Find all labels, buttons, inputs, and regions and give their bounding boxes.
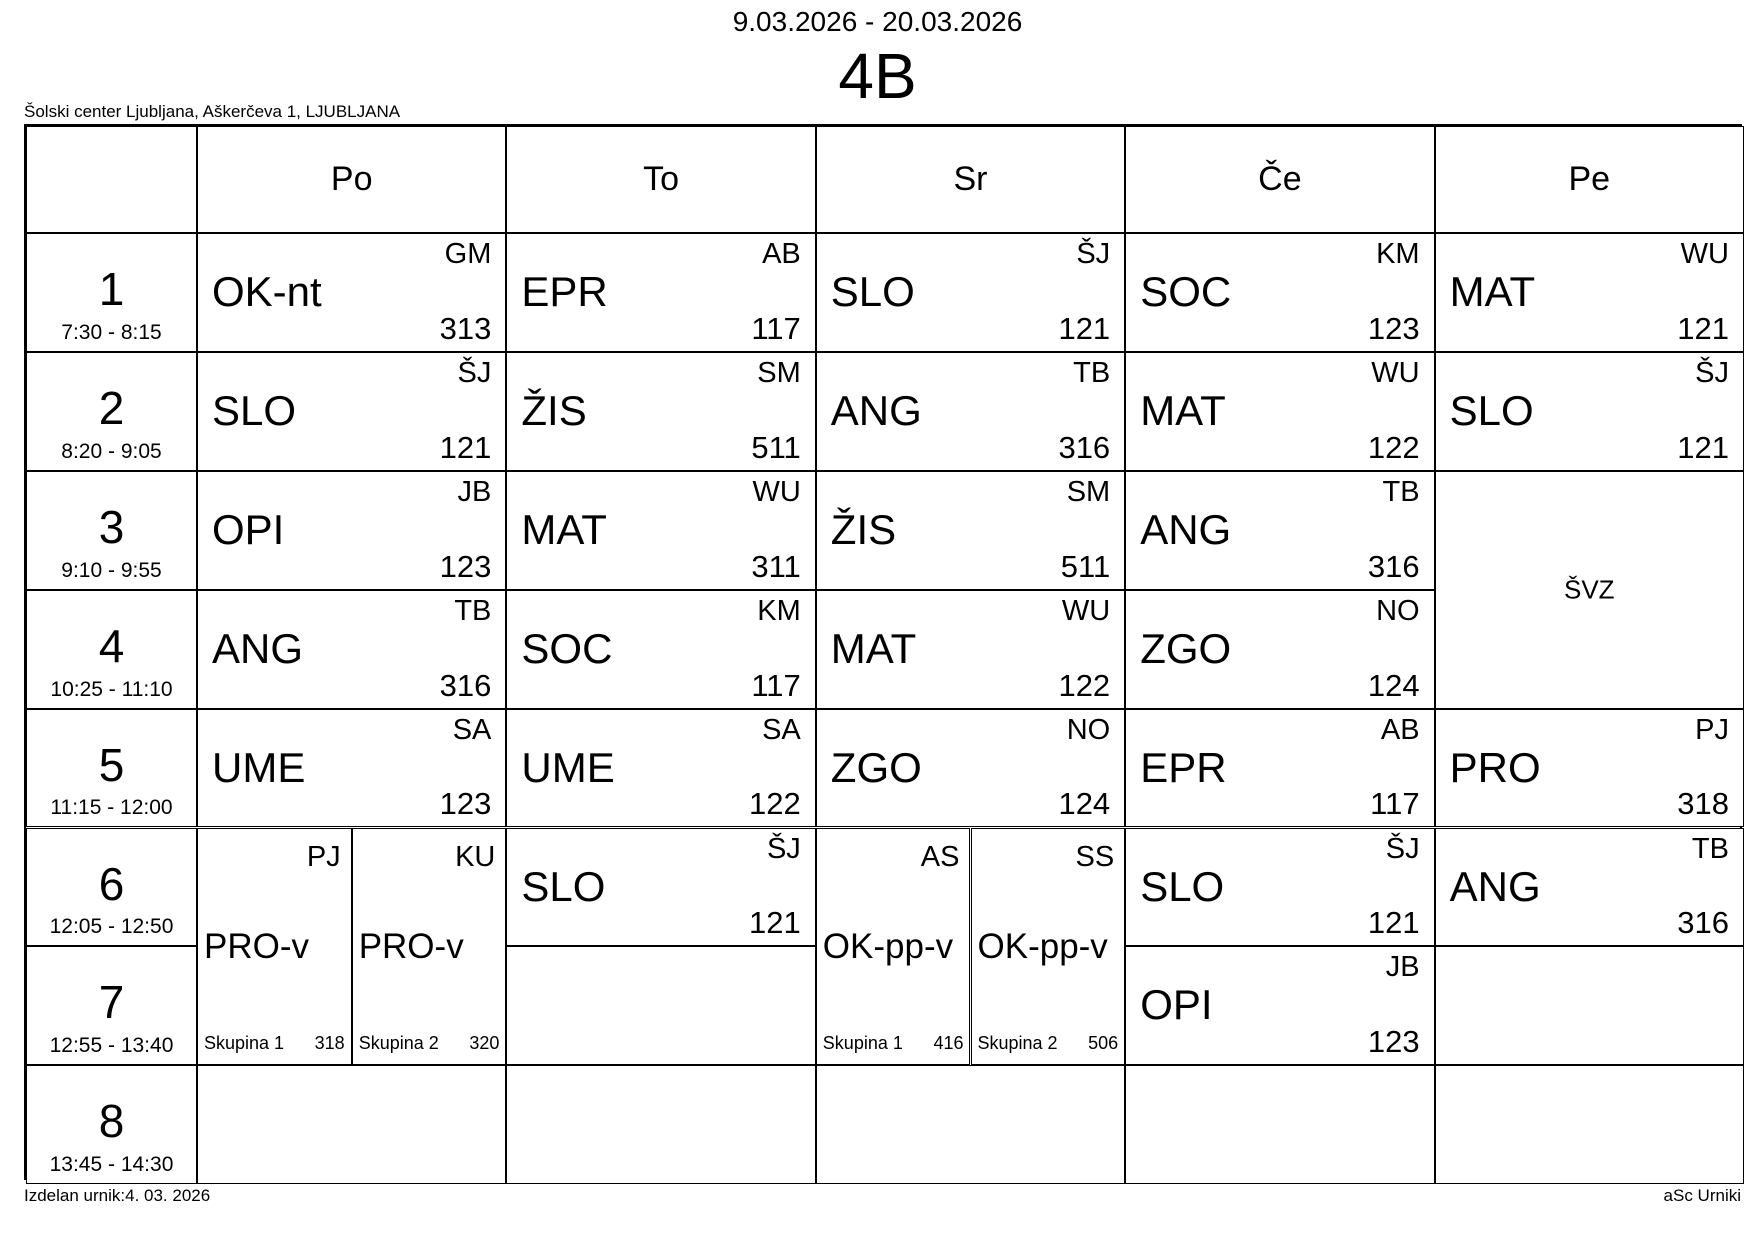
lesson-cell[interactable] [506, 471, 815, 590]
group-lesson-cell[interactable] [352, 828, 507, 1066]
lesson-cell[interactable] [816, 590, 1125, 709]
subject-code: PRO [1449, 743, 1541, 791]
subject-code: SLO [521, 862, 606, 910]
subject-code: SOC [521, 624, 613, 672]
period-number: 1 [98, 263, 125, 315]
period-time: 13:45 - 14:30 [49, 1153, 174, 1177]
empty-slot [1435, 1065, 1744, 1184]
lesson-cell[interactable] [1125, 709, 1434, 828]
room-number: 121 [1367, 905, 1420, 941]
subject-code: OPI [212, 505, 285, 553]
lesson-cell[interactable] [816, 352, 1125, 471]
subject-code: SLO [1140, 862, 1225, 910]
room-number: 123 [1367, 1024, 1420, 1060]
lesson-cell[interactable] [506, 233, 815, 352]
teacher-code: WU [1371, 356, 1420, 389]
teacher-code: ŠJ [766, 832, 801, 865]
subject-code: SLO [1449, 386, 1534, 434]
room-number: 121 [749, 905, 801, 941]
teacher-code: KU [455, 840, 496, 873]
room-number: 123 [1367, 310, 1420, 346]
subject-code: ZGO [830, 743, 922, 791]
group-label: Skupina 1 [204, 1033, 285, 1054]
room-number: 311 [751, 548, 801, 584]
room-number: 121 [439, 429, 492, 465]
subject-code: MAT [830, 624, 917, 672]
room-number: 511 [1060, 548, 1111, 584]
room-number: 318 [1677, 786, 1729, 822]
teacher-code: WU [1061, 594, 1111, 627]
teacher-code: SM [1066, 475, 1111, 508]
teacher-code: ŠJ [457, 356, 492, 389]
lesson-cell[interactable] [816, 471, 1125, 590]
room-number: 318 [314, 1033, 345, 1054]
period-number: 4 [98, 619, 125, 672]
teacher-code: PJ [306, 840, 341, 873]
subject-code: SLO [830, 268, 915, 315]
room-number: 123 [439, 786, 492, 822]
lesson-cell[interactable] [816, 233, 1125, 352]
room-number: 316 [1058, 429, 1111, 465]
teacher-code: SM [757, 356, 801, 389]
group-lesson-cell[interactable] [816, 828, 971, 1066]
teacher-code: ŠJ [1076, 238, 1111, 270]
teacher-code: SS [1075, 840, 1115, 873]
period-number: 3 [98, 500, 125, 553]
room-number: 122 [1058, 667, 1111, 703]
teacher-code: NO [1066, 713, 1111, 746]
lesson-cell[interactable] [1125, 946, 1434, 1065]
empty-slot [197, 1065, 506, 1184]
room-number: 122 [1367, 429, 1420, 465]
teacher-code: TB [1691, 832, 1729, 865]
subject-code: ANG [1449, 862, 1541, 910]
room-number: 416 [933, 1033, 964, 1054]
period-time: 12:55 - 13:40 [49, 1034, 174, 1058]
subject-code: UME [212, 743, 306, 791]
period-time: 9:10 - 9:55 [61, 558, 162, 582]
event-cell[interactable] [1435, 471, 1744, 709]
lesson-cell[interactable] [1435, 233, 1744, 352]
lesson-cell[interactable] [1435, 709, 1744, 828]
room-number: 124 [1058, 786, 1111, 822]
subject-code: OK-pp-v [822, 926, 954, 966]
timetable-grid [24, 124, 1742, 1180]
lesson-cell[interactable] [1125, 352, 1434, 471]
period-number: 7 [98, 976, 125, 1029]
subject-code: OK-pp-v [977, 926, 1108, 966]
group-label: Skupina 1 [822, 1033, 903, 1054]
subject-code: PRO-v [204, 926, 309, 966]
lesson-cell[interactable] [197, 709, 506, 828]
room-number: 117 [751, 310, 801, 346]
subject-code: ZGO [1140, 624, 1232, 672]
teacher-code: WU [752, 475, 801, 508]
lesson-cell[interactable] [197, 352, 506, 471]
room-number: 117 [751, 667, 801, 703]
empty-slot [816, 1065, 1125, 1184]
teacher-code: JB [1385, 951, 1420, 984]
period-time: 12:05 - 12:50 [49, 915, 174, 939]
lesson-cell[interactable] [816, 709, 1125, 828]
room-number: 123 [439, 548, 492, 584]
subject-code: EPR [521, 268, 608, 315]
group-lesson-cell[interactable] [197, 828, 352, 1066]
lesson-cell[interactable] [1125, 471, 1434, 590]
subject-code: MAT [1449, 268, 1536, 315]
period-number: 2 [98, 381, 125, 434]
room-number: 316 [1367, 548, 1420, 584]
subject-code: MAT [521, 505, 607, 553]
lesson-cell[interactable] [1125, 590, 1434, 709]
software-credit: aSc Urniki [1663, 1186, 1741, 1205]
day-header-1: To [506, 126, 815, 233]
teacher-code: TB [1073, 356, 1111, 389]
period-number: 6 [98, 857, 125, 910]
subject-code: ŽIS [521, 386, 587, 434]
subject-code: ANG [1140, 505, 1232, 553]
day-header-0: Po [197, 126, 506, 233]
period-time: 7:30 - 8:15 [61, 320, 162, 344]
period-cell-3 [26, 471, 197, 590]
room-number: 320 [469, 1033, 500, 1054]
date-range: 9.03.2026 - 20.03.2026 [732, 6, 1023, 37]
teacher-code: KM [757, 594, 801, 627]
room-number: 121 [1677, 429, 1729, 465]
teacher-code: ŠJ [1695, 356, 1729, 389]
teacher-code: SA [452, 713, 492, 746]
empty-slot [506, 946, 815, 1065]
teacher-code: KM [1376, 238, 1420, 270]
subject-code: ŽIS [830, 505, 897, 553]
lesson-cell[interactable] [1435, 828, 1744, 947]
period-cell-8 [26, 1065, 197, 1184]
period-cell-6 [26, 828, 197, 947]
teacher-code: TB [1382, 475, 1420, 508]
lesson-cell[interactable] [506, 590, 815, 709]
class-title: 4B [838, 40, 917, 112]
subject-code: SOC [1140, 268, 1232, 315]
period-time: 10:25 - 11:10 [50, 677, 173, 701]
empty-slot [1125, 1065, 1434, 1184]
day-header-3: Če [1125, 126, 1434, 233]
subject-code: EPR [1140, 743, 1227, 791]
group-label: Skupina 2 [358, 1033, 439, 1054]
subject-code: ANG [212, 624, 304, 672]
teacher-code: NO [1376, 594, 1420, 627]
lesson-cell[interactable] [506, 709, 815, 828]
teacher-code: AB [762, 238, 801, 270]
period-time: 11:15 - 12:00 [50, 796, 173, 820]
room-number: 316 [1677, 905, 1729, 941]
subject-code: SLO [212, 386, 297, 434]
period-time: 8:20 - 9:05 [61, 439, 162, 463]
lesson-cell[interactable] [1125, 233, 1434, 352]
subject-code: OK-nt [212, 268, 322, 315]
subject-code: UME [521, 743, 615, 791]
room-number: 506 [1088, 1033, 1119, 1054]
teacher-code: PJ [1695, 713, 1729, 746]
period-cell-2 [26, 352, 197, 471]
period-cell-4 [26, 590, 197, 709]
lesson-cell[interactable] [1435, 352, 1744, 471]
lesson-cell[interactable] [506, 828, 815, 947]
teacher-code: JB [457, 475, 492, 508]
subject-code: ANG [830, 386, 922, 434]
room-number: 121 [1677, 310, 1729, 346]
empty-slot [1435, 946, 1744, 1065]
corner-cell [26, 126, 197, 233]
teacher-code: ŠJ [1385, 832, 1420, 865]
teacher-code: TB [454, 594, 492, 627]
period-number: 5 [98, 738, 125, 791]
day-header-4: Pe [1435, 126, 1744, 233]
room-number: 117 [1370, 786, 1420, 822]
lesson-cell[interactable] [197, 233, 506, 352]
room-number: 121 [1058, 310, 1111, 346]
school-name: Šolski center Ljubljana, Aškerčeva 1, LJUBLJANA [24, 102, 401, 121]
subject-code: PRO-v [358, 926, 464, 966]
teacher-code: GM [444, 238, 492, 270]
lesson-cell[interactable] [197, 471, 506, 590]
teacher-code: AS [920, 840, 960, 873]
period-number: 8 [98, 1095, 125, 1148]
lesson-cell[interactable] [1125, 828, 1434, 947]
teacher-code: WU [1680, 238, 1729, 270]
period-cell-5 [26, 709, 197, 828]
room-number: 122 [749, 786, 801, 822]
event-label: ŠVZ [1564, 574, 1615, 605]
room-number: 316 [439, 667, 492, 703]
period-cell-7 [26, 946, 197, 1065]
group-label: Skupina 2 [977, 1033, 1058, 1054]
subject-code: OPI [1140, 981, 1213, 1029]
period-cell-1 [26, 233, 197, 352]
lesson-cell[interactable] [506, 352, 815, 471]
created-date: Izdelan urnik:4. 03. 2026 [24, 1186, 211, 1205]
room-number: 511 [751, 429, 801, 465]
empty-slot [506, 1065, 815, 1184]
lesson-cell[interactable] [197, 590, 506, 709]
teacher-code: AB [1380, 713, 1420, 746]
room-number: 313 [439, 310, 492, 346]
teacher-code: SA [762, 713, 801, 746]
group-lesson-cell[interactable] [971, 828, 1126, 1066]
subject-code: MAT [1140, 386, 1226, 434]
room-number: 124 [1367, 667, 1420, 703]
day-header-2: Sr [816, 126, 1125, 233]
